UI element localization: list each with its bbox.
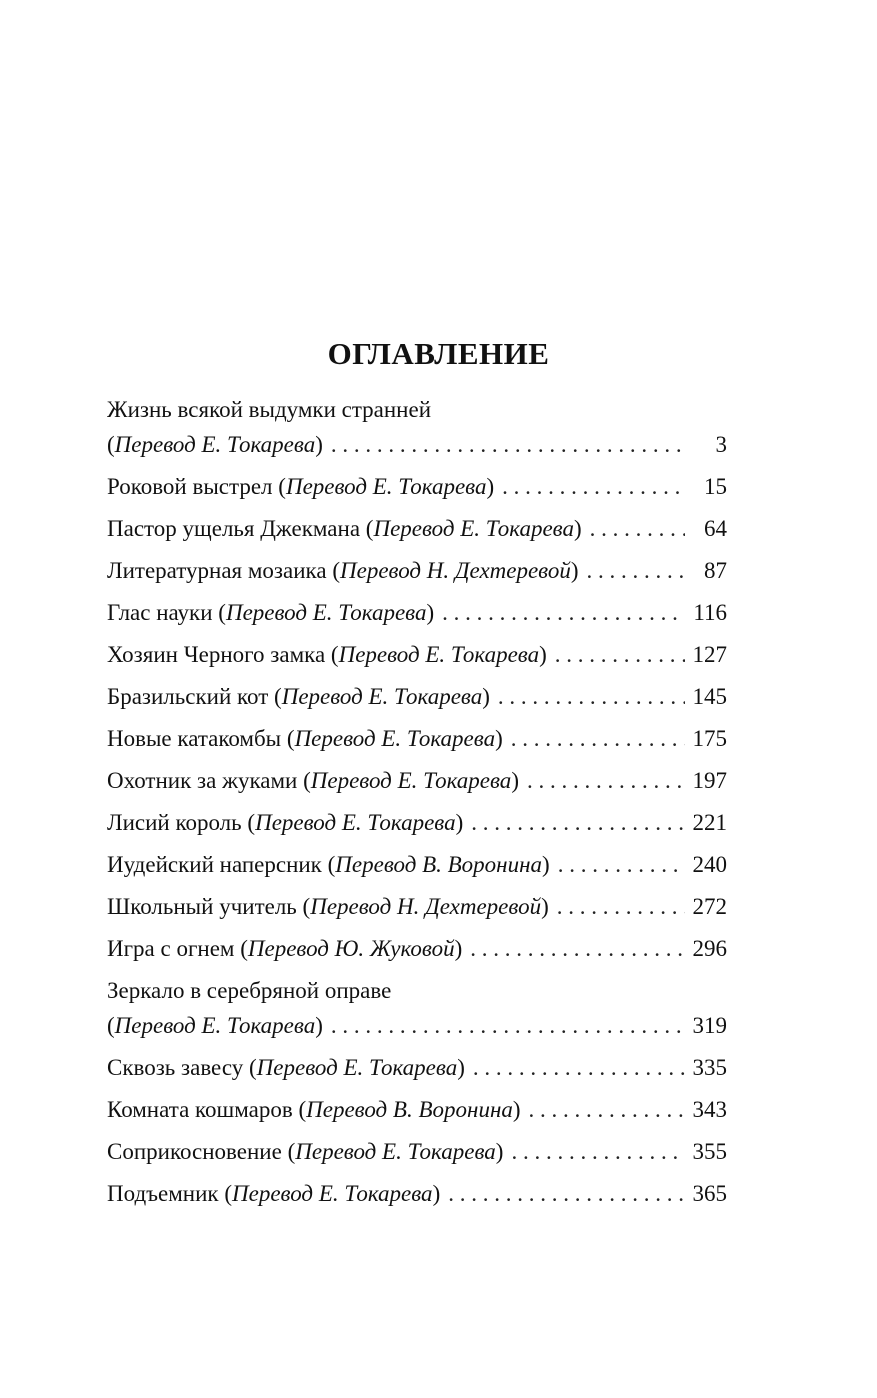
- toc-entry-page-number: 87: [704, 558, 727, 583]
- toc-entry-translator: Перевод В. Воронина: [306, 1097, 513, 1122]
- toc-entry[interactable]: Школьный учитель (Перевод Н. Дехтеревой) . . . 272: [107, 889, 727, 924]
- toc-entry[interactable]: Глас науки (Перевод Е. Токарева) . . . 116: [107, 595, 727, 630]
- toc-entry-title: Пастор ущелья Джекмана: [107, 516, 361, 541]
- toc-entry-translator: Перевод Е. Токарева: [114, 432, 316, 457]
- toc-entry-page-number: 64: [704, 516, 727, 541]
- toc-heading: ОГЛАВЛЕНИЕ: [327, 336, 550, 371]
- toc-entry-translator: Перевод Е. Токарева: [285, 474, 487, 499]
- toc-entry-translator: Перевод В. Воронина: [335, 852, 543, 877]
- toc-entry-translator: Перевод Е. Токарева: [255, 810, 456, 835]
- toc-entry-title: Литературная мозаика: [107, 558, 327, 583]
- dot-leader: [527, 763, 685, 798]
- toc-entry[interactable]: Бразильский кот (Перевод Е. Токарева) . . . 145: [107, 679, 727, 714]
- toc-entry[interactable]: Соприкосновение (Перевод Е. Токарева) . . . 355: [107, 1134, 727, 1169]
- toc-entry-title: Игра с огнем: [107, 936, 235, 961]
- toc-entry-page-number: 116: [693, 600, 727, 625]
- toc-entry-title: Зеркало в серебряной оправе: [107, 978, 392, 1003]
- toc-entry-translator: Перевод Е. Токарева: [232, 1181, 433, 1206]
- toc-entry[interactable]: Подъемник (Перевод Е. Токарева) . . . 365: [107, 1176, 727, 1211]
- dot-leader: [511, 1134, 685, 1169]
- dot-leader: [498, 679, 685, 714]
- toc-entry[interactable]: Литературная мозаика (Перевод Н. Дехтеревой) . . . 87: [107, 553, 727, 588]
- toc-entry-page-number: 355: [692, 1139, 727, 1164]
- toc-entry-translator: Перевод Н. Дехтеревой: [310, 894, 542, 919]
- dot-leader: [502, 469, 685, 504]
- toc-entry-page-number: 197: [692, 768, 727, 793]
- dot-leader: [590, 511, 685, 546]
- toc-entry-title: Глас науки: [107, 600, 213, 625]
- toc-entry-translator: Перевод Н. Дехтеревой: [340, 558, 571, 583]
- toc-entry-title: Лисий король: [107, 810, 242, 835]
- toc-entry-page-number: 319: [692, 1013, 727, 1038]
- dot-leader: [448, 1176, 685, 1211]
- toc-entry-translator: Перевод Е. Токарева: [373, 516, 574, 541]
- toc-entry[interactable]: Жизнь всякой выдумки странней (Перевод Е. Токарева) . . . 3: [107, 392, 727, 462]
- toc-entry[interactable]: Зеркало в серебряной оправе (Перевод Е. Токарева) . . . 319: [107, 973, 727, 1043]
- toc-entry-title: Иудейский наперсник: [107, 852, 322, 877]
- dot-leader: [473, 1050, 685, 1085]
- toc-entry-page-number: 343: [692, 1097, 727, 1122]
- toc-entry[interactable]: Игра с огнем (Перевод Ю. Жуковой) . . . 296: [107, 931, 727, 966]
- toc-entry-translator: Перевод Е. Токарева: [295, 1139, 496, 1164]
- toc-entry[interactable]: Роковой выстрел (Перевод Е. Токарева) . . . 15: [107, 469, 727, 504]
- toc-entry[interactable]: Иудейский наперсник (Перевод В. Воронина) . . . 240: [107, 847, 727, 882]
- toc-entry-page-number: 335: [692, 1055, 727, 1080]
- toc-entry[interactable]: Сквозь завесу (Перевод Е. Токарева) . . . 335: [107, 1050, 727, 1085]
- toc-entry[interactable]: Пастор ущелья Джекмана (Перевод Е. Токарева) . . . 64: [107, 511, 727, 546]
- toc-entry-translator: Перевод Е. Токарева: [114, 1013, 316, 1038]
- toc-entry[interactable]: Охотник за жуками (Перевод Е. Токарева) . . . 197: [107, 763, 727, 798]
- toc-entry-title: Роковой выстрел: [107, 474, 273, 499]
- toc-entry-title: Школьный учитель: [107, 894, 297, 919]
- dot-leader: [442, 595, 685, 630]
- toc-entry-translator: Перевод Е. Токарева: [310, 768, 512, 793]
- toc-entry-title: Комната кошмаров: [107, 1097, 293, 1122]
- toc-entry-page-number: 221: [692, 810, 727, 835]
- dot-leader: [557, 889, 685, 924]
- dot-leader: [555, 637, 685, 672]
- toc-entry-translator: Перевод Е. Токарева: [281, 684, 483, 709]
- dot-leader: [331, 427, 685, 462]
- toc-entry-page-number: 175: [692, 726, 727, 751]
- toc-entry-page-number: 296: [692, 936, 727, 961]
- toc-entry-translator: Перевод Е. Токарева: [225, 600, 427, 625]
- toc-entry-title: Сквозь завесу: [107, 1055, 244, 1080]
- toc-entry-title: Охотник за жуками: [107, 768, 298, 793]
- toc-entry-title: Соприкосновение: [107, 1139, 282, 1164]
- toc-entry[interactable]: Лисий король (Перевод Е. Токарева) . . . 221: [107, 805, 727, 840]
- toc-entry-title: Новые катакомбы: [107, 726, 282, 751]
- toc-entry-translator: Перевод Е. Токарева: [338, 642, 540, 667]
- toc-entry[interactable]: Комната кошмаров (Перевод В. Воронина) . . . 343: [107, 1092, 727, 1127]
- dot-leader: [587, 553, 685, 588]
- toc-entry-title: Хозяин Черного замка: [107, 642, 326, 667]
- toc-entry-page-number: 15: [704, 474, 727, 499]
- toc-entry-title: Жизнь всякой выдумки странней: [107, 397, 432, 422]
- toc-entry-page-number: 145: [692, 684, 727, 709]
- toc-entry-title: Подъемник: [107, 1181, 219, 1206]
- toc-entry-translator: Перевод Е. Токарева: [294, 726, 496, 751]
- dot-leader: [558, 847, 685, 882]
- dot-leader: [470, 931, 685, 966]
- toc-entry[interactable]: Хозяин Черного замка (Перевод Е. Токарева) . . . 127: [107, 637, 727, 672]
- toc-entry-title: Бразильский кот: [107, 684, 269, 709]
- dot-leader: [331, 1008, 685, 1043]
- toc-entry-page-number: 365: [692, 1181, 727, 1206]
- dot-leader: [471, 805, 685, 840]
- toc-entry[interactable]: Новые катакомбы (Перевод Е. Токарева) . . . 175: [107, 721, 727, 756]
- toc-entry-translator: Перевод Ю. Жуковой: [247, 936, 455, 961]
- dot-leader: [529, 1092, 685, 1127]
- toc-entry-page-number: 127: [692, 642, 727, 667]
- toc-entry-page-number: 240: [692, 852, 727, 877]
- dot-leader: [511, 721, 685, 756]
- toc-entry-page-number: 3: [715, 432, 727, 457]
- toc-entry-page-number: 272: [692, 894, 727, 919]
- toc-entry-translator: Перевод Е. Токарева: [256, 1055, 458, 1080]
- toc-list: [107, 392, 727, 1218]
